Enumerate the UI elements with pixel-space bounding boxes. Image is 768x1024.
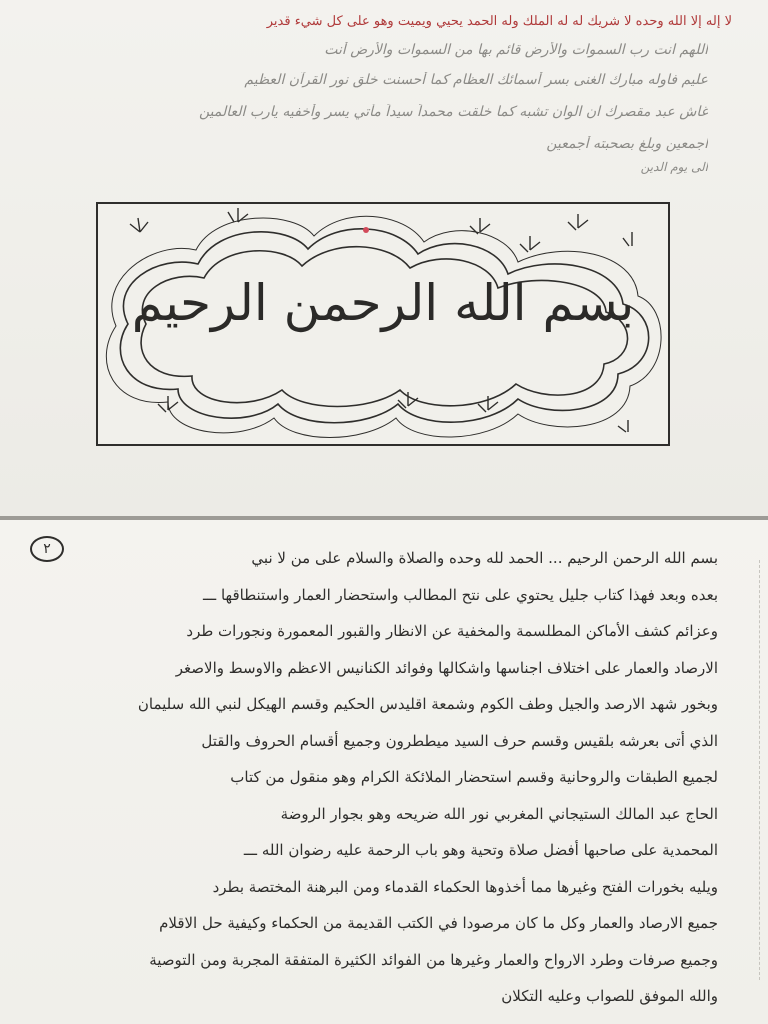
text-line: الذي أتى بعرشه بلقيس وقسم حرف السيد ميططرون وجميع أقسام الحروف والقتل: [201, 731, 718, 750]
text-line: وجميع صرفات وطرد الارواح والعمار وغيرها من الفوائد الكثيرة المتفقة المجربة ومن التوصية: [149, 950, 718, 969]
manuscript-bottom-page: [0, 520, 768, 1024]
text-line: ويليه بخورات الفتح وغيرها مما أخذوها الحكماء القدماء ومن البرهنة المختصة بطرد: [212, 877, 718, 896]
manuscript-text-block: [34, 540, 718, 1015]
faint-line-4: اجمعين وبلغ بصحبته أجمعين: [546, 136, 708, 152]
text-line: جميع الارصاد والعمار وكل ما كان مرصودا في الكتب القديمة من الحكماء وكيفية حل الاقلام: [159, 914, 718, 932]
text-line: المحمدية على صاحبها أفضل صلاة وتحية وهو باب الرحمة عليه رضوان الله ـــ: [243, 841, 718, 859]
text-line: وبخور شهد الارصد والجيل وطف الكوم وشمعة اقليدس الحكيم وقسم الهيكل لنبي الله سليمان: [137, 695, 718, 713]
header-invocation: لا إله إلا الله وحده لا شريك له له الملك وله الحمد يحيي ويميت وهو على كل شيء قدير: [266, 14, 732, 29]
text-line: بعده وبعد فهذا كتاب جليل يحتوي على نتح المطالب واستحضار العمار واستنطاقها ـــ: [203, 585, 718, 604]
text-line: وعزائم كشف الأماكن المطلسمة والمخفية عن الانظار والقبور المعمورة ونجورات طرد: [186, 622, 718, 640]
margin-guide: [733, 560, 760, 980]
faint-line-3: غاش عبد مقصرك ان الوان تشبه كما خلقت محمداً سيداً مأتي يسر وأخفيه يارب العالمين: [198, 104, 708, 120]
faint-line-1: اللهم انت رب السموات والأرض قائم بها من السموات والأرض أنت: [324, 42, 708, 58]
text-line: الحاج عبد المالك الستيجاني المغربي نور الله ضريحه وهو بجوار الروضة: [280, 804, 718, 823]
text-line: بسم الله الرحمن الرحيم ... الحمد لله وحده والصلاة والسلام على من لا نبي: [251, 549, 718, 567]
faint-line-2: عليم فاوله مبارك الغنى بسر أسمائك العظام كما أحسنت خلق نور القرآن العظيم: [244, 72, 708, 88]
faint-line-5: الى يوم الدين: [640, 160, 708, 174]
text-line: الارصاد والعمار على اختلاف اجناسها واشكالها وفوائد الكنانيس الاعظم والاوسط والاصغر: [175, 658, 718, 677]
page-number-badge: ٢: [30, 536, 64, 562]
basmala-frame: [96, 202, 670, 446]
basmala-calligraphy: بسم الله الرحمن الرحيم: [131, 274, 635, 332]
text-line: والله الموفق للصواب وعليه التكلان: [501, 987, 718, 1005]
text-line: لجميع الطبقات والروحانية وقسم استحضار الملائكة الكرام وهو منقول من كتاب: [230, 768, 718, 786]
